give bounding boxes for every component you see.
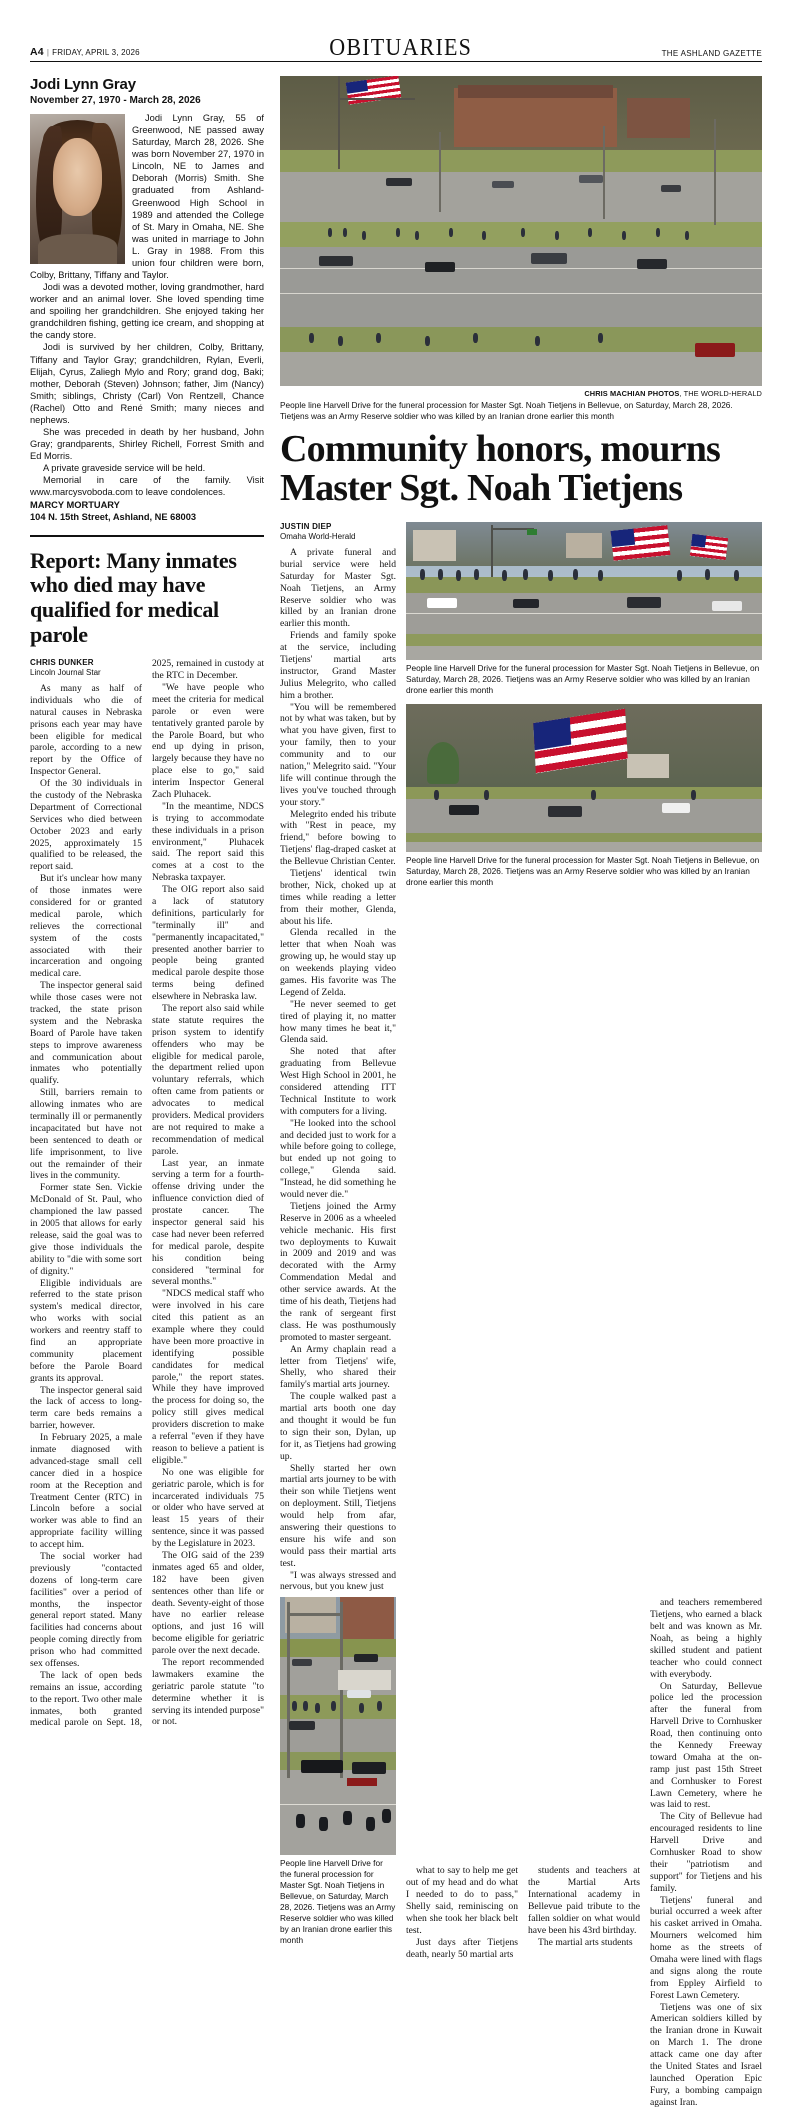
main-story-column-4 — [650, 1597, 762, 2108]
hero-photo-credit: CHRIS MACHIAN PHOTOS, THE WORLD-HERALD — [584, 389, 762, 398]
page-number: A4 — [30, 46, 44, 58]
main-story-upper — [280, 522, 762, 1593]
main-paragraph: what to say to help me get out of my head and do what I needed to do to pass," Shelly said, reminiscing on when she took her black belt test. — [406, 1865, 518, 1936]
report-paragraph: But it's unclear how many of those inmates were considered for or granted medical parole, which relieves the correctional system of the costs associated with their incarceration and ongoing medical care. — [30, 873, 142, 980]
main-paragraph: The City of Bellevue had encouraged residents to line Harvell Drive and Cornhusker Road to show their "patriotism and support" for Tietjens and his family. — [650, 1811, 762, 1894]
report-paragraph: Last year, an inmate serving a term for a fourth-offense driving under the influence conviction died of prostate cancer. The inspector general said his case had never been referred for medical parole, despite his condition being considered "terminal for several months." — [152, 1157, 264, 1288]
main-paragraph: and teachers remembered Tietjens, who earned a black belt and was known as Mr. Noah, as being a highly skilled student and patient teacher who could connect with everybody. — [650, 1597, 762, 1680]
photo-caption: People line Harvell Drive for the funeral procession for Master Sgt. Noah Tietjens in Bellevue, on Saturday, March 28, 2026. Tietjens was an Army Reserve soldier who was killed by an Iranian drone earlier this month — [406, 854, 760, 887]
main-paragraph: On Saturday, Bellevue police led the procession after the funeral from Harvell Drive to Cornhusker Road, then continuing onto the Kennedy Freeway toward Omaha at the on-ramp just past 15th Street and Cornhusker to Forest Lawn Cemetery, where he was laid to rest. — [650, 1680, 762, 1811]
hero-credit-name: CHRIS MACHIAN PHOTOS — [584, 389, 680, 398]
main-byline-name: JUSTIN DIEP — [280, 522, 332, 532]
main-paragraph: "He looked into the school and decided just to work for a while before going to college, but ended up not going to college," Glenda said. "Instead, he did something he would never die." — [280, 1117, 396, 1201]
main-paragraph: students and teachers at the Martial Arts International academy in Bellevue paid tribute to the fallen soldier on what would have been his 43rd birthday. — [528, 1865, 640, 1936]
main-paragraph: She noted that after graduating from Bellevue West High School in 2001, he considered attending ITT Technical Institute to work with computers for a living. — [280, 1046, 396, 1117]
main-byline-org: Omaha World-Herald — [280, 532, 356, 542]
report-paragraph: The social worker had previously "contacted dozens of long-term care facilities" over a period of months, the inspector general report stated. Many facilities had concerns about people coming directly from prison who had committed sex offenses. — [30, 1550, 142, 1669]
main-story-column-1 — [280, 522, 396, 1593]
report-paragraph: "NDCS medical staff who were involved in his care cited this patient as an example where they could have been more proactive in identifying possible candidates for medical parole," the report states. While they have improved the process for doing so, the policy still gives medical providers discretion to make a referral "even if they have reason to believe a patient is eligible." — [152, 1288, 264, 1466]
report-paragraph: The inspector general said the lack of access to long-term care beds remains a barrier, however. — [30, 1384, 142, 1432]
main-paragraph: A private funeral and burial service were held Saturday for Master Sgt. Noah Tietjens, an Army Reserve soldier who was killed by an Iranian drone earlier this month. — [280, 546, 396, 630]
report-byline-org: Lincoln Journal Star — [30, 668, 101, 678]
report-paragraph: "In the meantime, NDCS is trying to accommodate these individuals in a prison environment," Pluhacek said. The report said this comes at a cost to the Nebraska taxpayer. — [152, 800, 264, 884]
obituary-paragraph: Jodi is survived by her children, Colby, Brittany, Tiffany and Taylor Gray; grandchildren, Rylan, Everli, Elijah, Cyrus, Zaliegh Mylo and Rory; grand dog, Baki; mother, Deborah (Steven) Johnson; father, Jim (Nancy) Smith; siblings, Christy (Carl) Von Rentzell, Chance (Rachel) Otto and René Smith; many nieces and nephews. — [30, 342, 264, 425]
report-paragraph: "We have people who meet the criteria for medical parole or even were tentatively granted parole by the Parole Board, but who end up dying in prison, largely because they have no place else to go," said interim Inspector General Zach Pluhacek. — [152, 681, 264, 800]
masthead-separator: | — [46, 48, 50, 57]
main-paragraph: Friends and family spoke at the service, including Tietjens' martial arts instructor, Grand Master Julius Melegrito, who called him a brother. — [280, 630, 396, 701]
report-paragraph: Still, barriers remain to allowing inmates who are terminally ill or permanently incapacitated but have not been sentenced to death or life imprisonment, to live out the remainder of their lives in the community. — [30, 1087, 142, 1182]
photo-stack — [406, 522, 762, 1593]
obituary-paragraph: A private graveside service will be held. — [43, 463, 206, 474]
photo-motorcycle-column — [280, 1597, 396, 2108]
report-paragraph: As many as half of individuals who die of natural causes in Nebraska prisons each year may have been eligible for medical parole, according to a new report by the Office of Inspector General. — [30, 682, 142, 778]
main-paragraph: "I was always stressed and nervous, but you knew just — [280, 1569, 396, 1593]
report-byline-name: CHRIS DUNKER — [30, 658, 94, 668]
hero-credit-org: THE WORLD-HERALD — [683, 389, 762, 398]
photo-caption: People line Harvell Drive for the funeral procession for Master Sgt. Noah Tietjens in Bellevue, on Saturday, March 28, 2026. Tietjens was an Army Reserve soldier who was killed by an Iranian drone earlier this month — [280, 1858, 396, 1945]
report-paragraph: The OIG said of the 239 inmates aged 65 and older, 182 have been given sentences other than life or death. Seventy-eight of those have no earlier release options, and just 16 will become eligible for geriatric parole over the next decade. — [152, 1549, 264, 1657]
mortuary-name: MARCY MORTUARY — [30, 499, 120, 510]
obituary-portrait-photo — [30, 114, 125, 264]
main-paragraph: "He never seemed to get tired of playing it, no matter how many times he beat it," Glenda said. — [280, 998, 396, 1046]
obituary-paragraph: Jodi was a devoted mother, loving grandmother, hard worker and an animal lover. She loved spending time and spoiling her grandchildren. She enjoyed taking her grandchildren fishing, getting ice cream, and shopping at the candy store. — [30, 282, 264, 341]
report-paragraph: The report also said while state statute requires the prison system to identify offenders who may be eligible for medical parole, the department relied upon voluntary referrals, which often came from patients or advocates to medical providers. Medical providers are not required to make a recommendation of medical parole. — [152, 1002, 264, 1157]
main-paragraph: The couple walked past a martial arts booth one day and thought it would be fun to sign their son, Dylan, up for it, as Tietjens had growing up. — [280, 1391, 396, 1462]
masthead-left — [30, 46, 140, 58]
main-paragraph: Tietjens' funeral and burial occurred a week after his casket arrived in Omaha. Mourners welcomed him home as the streets of Omaha were lined with flags and signs along the route from Eppley Airfield to Forest Lawn Cemetery. — [650, 1894, 762, 2001]
photo-motorcycle-escort — [280, 1597, 396, 1855]
report-paragraph: The OIG report also said a lack of statutory definitions, particularly for "terminally ill" and "permanently incapacitated," presented another barrier to people being granted medical parole despite those terms being defined elsewhere in Nebraska law. — [152, 884, 264, 1003]
report-headline: Report: Many inmates who died may have qualified for medical parole — [30, 547, 237, 647]
obituary-paragraph: Memorial in care of the family. Visit www.marcysvoboda.com to leave condolences. — [30, 475, 264, 498]
photo-caption: People line Harvell Drive for the funeral procession for Master Sgt. Noah Tietjens in Bellevue, on Saturday, March 28, 2026. Tietjens was an Army Reserve soldier who was killed by an Iranian drone earlier this month — [406, 663, 760, 695]
report-paragraph: The lack of open beds remains an issue, according to the report. Two other male inmates, both granted medical parole on Sept. 18, 2025, remained in custody at the RTC in December. — [30, 658, 264, 1729]
left-column — [30, 76, 274, 2109]
obituary-jodi-lynn-gray — [30, 76, 264, 523]
obituary-dates: November 27, 1970 - March 28, 2026 — [30, 95, 201, 106]
report-story — [30, 549, 264, 1730]
main-paragraph: Just days after Tietjens death, nearly 50 martial arts — [406, 1936, 518, 1960]
obituary-name: Jodi Lynn Gray — [30, 76, 136, 93]
main-story-column-3 — [528, 1597, 640, 2108]
main-story-column-2 — [406, 1597, 518, 2108]
issue-date: FRIDAY, APRIL 3, 2026 — [52, 48, 140, 57]
main-paragraph: "You will be remembered not by what was taken, but by what you have given, first to your family, then to your community and to our nation," Melegrito said. "Your life will continue through the lives you've touched through your story." — [280, 701, 396, 808]
main-headline: Community honors, mourns Master Sgt. Noah Tietjens — [280, 427, 721, 509]
photo-crowd-with-flags — [406, 522, 762, 660]
photo-large-american-flag — [406, 704, 762, 852]
report-paragraph: No one was eligible for geriatric parole, which is for incarcerated individuals 75 or older who have served at least 15 years of their sentence, since it was passed by the Legislature in 2023. — [152, 1466, 264, 1550]
main-paragraph: An Army chaplain read a letter from Tietjens' wife, Shelly, who shared their family's martial arts journey. — [280, 1343, 396, 1391]
main-paragraph: Tietjens was one of six American soldiers killed by the Iranian drone in Kuwait on March 1. The drone attack came one day after the United States and Israel launched Operation Epic Fury, a bombing campaign against Iran. — [650, 2001, 762, 2108]
right-section — [274, 76, 762, 2109]
main-paragraph: Melegrito ended his tribute with "Rest in peace, my friend," before bowing to Tietjens' flag-draped casket at the Bellevue Christian Center. — [280, 808, 396, 868]
mortuary-address: 104 N. 15th Street, Ashland, NE 68003 — [30, 511, 197, 522]
main-paragraph: Tietjens joined the Army Reserve in 2006 as a wheeled vehicle mechanic. His first two deployments to Kuwait in 2009 and 2019 and was decorated with the Army Commendation Medal and other service awards. At the time of his death, Tietjens had the rank of sergeant first class. He was posthumously promoted to master sergeant. — [280, 1200, 396, 1343]
report-paragraph: Former state Sen. Vickie McDonald of St. Paul, who championed the law passed in 2005 that allows for early release, said the goal was to give those individuals the ability to "die with some sort of dignity." — [30, 1182, 142, 1277]
obituary-paragraph: She was preceded in death by her husband, John Gray; grandparents, Shirley Richell, Forrest Smith and Ed Morris. — [30, 427, 264, 462]
page-columns — [30, 76, 762, 2109]
obituary-paragraph: Jodi Lynn Gray, 55 of Greenwood, NE passed away Saturday, March 28, 2026. She was born November 27, 1970 in Lincoln, NE to James and Deborah (Morris) Smith. She graduated from Ashland-Greenwood High School in 1989 and attended the College of St. Mary in Omaha, NE. She was united in marriage to John L. Gray in 1988. From this union four children were born, Colby, Brittany, Tiffany and Taylor. — [30, 113, 264, 281]
report-paragraph: Eligible individuals are referred to the state prison system's medical director, who works with social workers and reentry staff to find an appropriate community placement before the Parole Board grants its approval. — [30, 1277, 142, 1384]
report-paragraph: The report recommended lawmakers examine the geriatric parole statute "to determine whether it is serving its intended purpose" or not. — [152, 1656, 264, 1728]
publication-name: THE ASHLAND GAZETTE — [661, 49, 762, 58]
main-paragraph: Tietjens' identical twin brother, Nick, choked up at times while reading a letter from their mother, Glenda, about his life. — [280, 867, 396, 927]
hero-photo-caption: People line Harvell Drive for the funeral procession for Master Sgt. Noah Tietjens in Bellevue, on Saturday, March 28, 2026. Tietjens was an Army Reserve soldier who was killed by an Iranian drone earlier this month — [280, 400, 733, 421]
main-paragraph: Shelly started her own martial arts journey to be with their son while Tietjens went on deployment. Still, Tietjens would help from afar, answering their questions to ensure his wife and son would pass their martial arts test. — [280, 1462, 396, 1569]
section-title: OBITUARIES — [329, 32, 473, 61]
report-paragraph: Of the 30 individuals in the custody of the Nebraska Department of Correctional Services who died between October 2023 and early 2025, approximately 15 qualified to be released, the report said. — [30, 778, 142, 873]
masthead-rule — [30, 61, 762, 62]
main-story-lower — [280, 1597, 762, 2108]
section-divider — [30, 535, 264, 537]
report-body — [30, 658, 264, 1729]
main-paragraph: Glenda recalled in the letter that when Noah was growing up, he would stay up on weekends playing video games. His favorite was The Legend of Zelda. — [280, 927, 396, 998]
hero-photo-funeral-procession — [280, 76, 762, 386]
main-paragraph: The martial arts students — [538, 1936, 633, 1948]
masthead — [30, 0, 762, 61]
report-paragraph: The inspector general said while those cases were not tracked, the state prison system and the Nebraska Board of Parole have taken steps to improve awareness and communication about inmates who potentially qualify. — [30, 980, 142, 1087]
report-paragraph: In February 2025, a male inmate diagnosed with advanced-stage small cell cancer died in a hospice room at the Reception and Treatment Center (RTC) in Lincoln before a social worker was able to find an appropriate facility willing to accept him. — [30, 1432, 142, 1551]
